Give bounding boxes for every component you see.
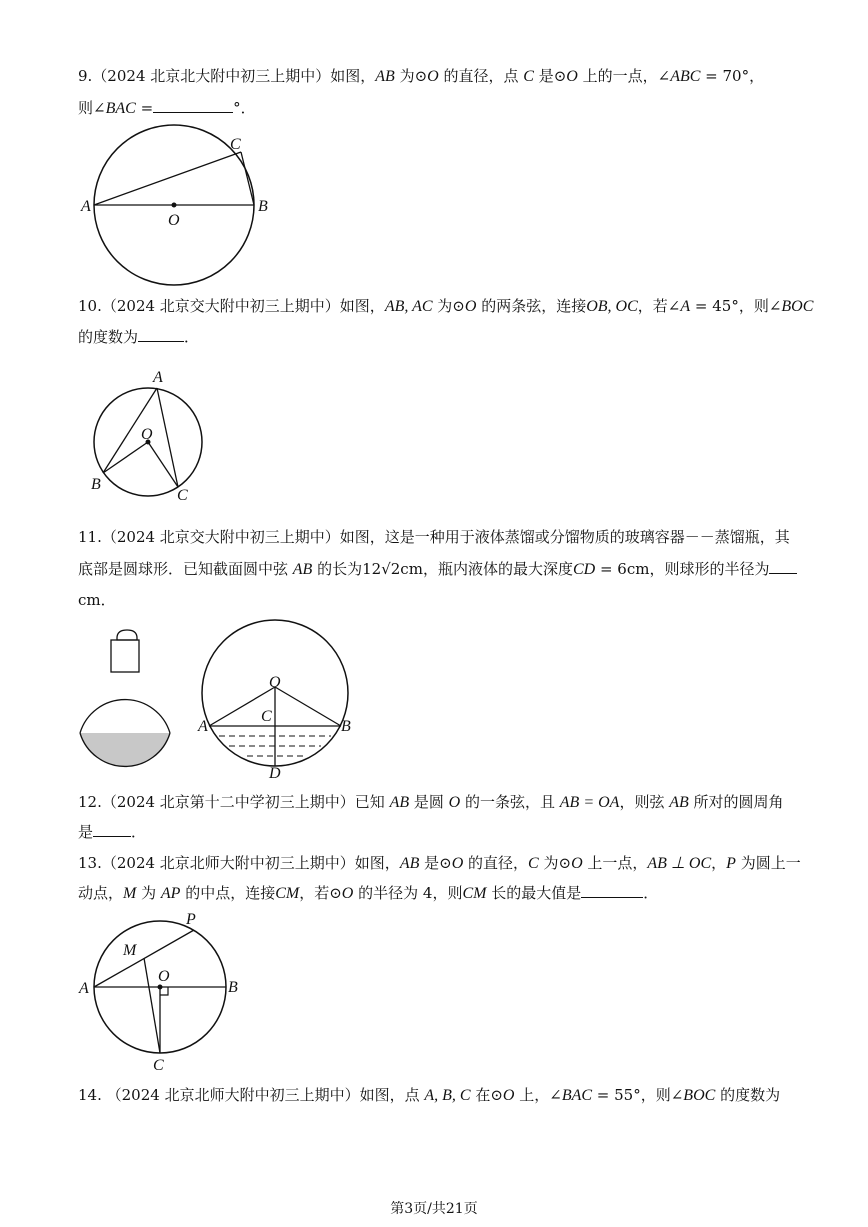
q9-text: = xyxy=(135,99,154,117)
q13-text: ． xyxy=(643,884,659,902)
math: O xyxy=(464,298,477,315)
q13-text: ， xyxy=(711,854,727,872)
q11-text: 11.（2024 北京交大附中初三上期中）如图，这是一种用于液体蒸馏或分馏物质的玻璃容器－－蒸馏瓶，其 xyxy=(78,528,790,546)
math: O xyxy=(341,885,354,902)
q10-text: = 45°，则∠ xyxy=(690,297,782,315)
q14-text: 的度数为 xyxy=(715,1086,781,1104)
q11-cross-section-figure xyxy=(195,615,365,780)
label-a: A xyxy=(198,718,208,735)
math: AB xyxy=(399,855,420,872)
q11-text: cm． xyxy=(78,591,116,609)
q14-text: 上，∠ xyxy=(514,1086,562,1104)
label-a: A xyxy=(81,198,91,215)
answer-blank[interactable] xyxy=(769,559,797,574)
q10-text: 的度数为 xyxy=(78,328,139,346)
label-c: C xyxy=(230,136,241,153)
q11-line2 xyxy=(78,559,797,580)
q13-text: 是⊙ xyxy=(419,854,452,872)
math: AP xyxy=(160,885,181,902)
label-b: B xyxy=(228,979,238,996)
answer-blank[interactable] xyxy=(153,98,233,113)
q10-text: 的两条弦，连接 xyxy=(476,297,587,315)
chord-bc xyxy=(241,152,254,205)
q13-line2 xyxy=(78,883,658,904)
q10-text: 10.（2024 北京交大附中初三上期中）如图， xyxy=(78,297,385,315)
answer-blank[interactable] xyxy=(581,883,643,898)
q13-text: 为⊙ xyxy=(538,854,572,872)
q13-text: 长的最大值是 xyxy=(486,884,582,902)
label-c: C xyxy=(261,708,272,725)
math: OB, OC xyxy=(586,298,638,315)
q13-figure xyxy=(76,908,246,1073)
label-o: O xyxy=(141,426,153,443)
label-c: C xyxy=(177,487,188,504)
center-point xyxy=(172,203,177,208)
q11-flask-figure xyxy=(75,628,185,778)
math: O xyxy=(566,68,578,85)
q13-text: 上一点， xyxy=(582,854,648,872)
q9-line2 xyxy=(78,98,256,119)
math: C xyxy=(523,68,534,85)
q13-text: 的半径为 4，则 xyxy=(353,884,463,902)
math: C xyxy=(528,855,539,872)
label-b: B xyxy=(258,198,268,215)
q9-text: °． xyxy=(233,99,256,117)
flask-neck xyxy=(111,640,139,672)
liquid xyxy=(80,733,170,766)
q9-text: 为⊙ xyxy=(394,67,428,85)
q13-text: 的中点，连接 xyxy=(180,884,276,902)
label-o: O xyxy=(158,968,170,985)
label-b: B xyxy=(91,476,101,493)
q12-text: ，则弦 xyxy=(619,793,670,811)
label-a: A xyxy=(79,980,89,997)
q14-text: 在⊙ xyxy=(470,1086,503,1104)
label-d: D xyxy=(269,765,281,782)
flask-bulb-top xyxy=(80,700,170,733)
math: A, B, C xyxy=(424,1087,471,1104)
math: CM xyxy=(275,885,300,902)
q13-text: 为圆上一 xyxy=(735,854,801,872)
math: 12√2cm xyxy=(362,560,423,578)
q12-text: 所对的圆周角 xyxy=(688,793,784,811)
math: M xyxy=(123,885,137,902)
label-b: B xyxy=(341,718,351,735)
answer-blank[interactable] xyxy=(138,327,184,342)
q13-text: 13.（2024 北京北师大附中初三上期中）如图， xyxy=(78,854,400,872)
segment-ob xyxy=(275,687,341,726)
q12-text: ． xyxy=(131,823,147,841)
math: O xyxy=(451,855,464,872)
q12-text: 是圆 xyxy=(409,793,449,811)
math: BOC xyxy=(781,298,814,315)
q12-text: 12.（2024 北京第十二中学初三上期中）已知 xyxy=(78,793,390,811)
math: O xyxy=(571,855,583,872)
q9-text: 则∠ xyxy=(78,99,106,117)
label-c: C xyxy=(153,1057,164,1074)
math: ABC xyxy=(670,68,701,85)
math: AB = OA xyxy=(559,794,620,811)
label-p: P xyxy=(186,911,196,928)
chord-ac xyxy=(94,152,241,205)
q9-text: 是⊙ xyxy=(533,67,567,85)
q10-figure xyxy=(85,367,215,502)
math: CM xyxy=(462,885,487,902)
q11-line3 xyxy=(78,590,116,610)
q12-text: 的一条弦，且 xyxy=(460,793,560,811)
q9-text: 9.（2024 北京北大附中初三上期中）如图， xyxy=(78,67,376,85)
q10-text: ． xyxy=(184,328,200,346)
q12-text: 是 xyxy=(78,823,94,841)
q10-line2 xyxy=(78,327,199,347)
q13-text: ，若⊙ xyxy=(299,884,342,902)
math: P xyxy=(726,855,736,872)
math: BOC xyxy=(683,1087,716,1104)
math: O xyxy=(448,794,461,811)
label-m: M xyxy=(123,942,137,959)
q14-line1 xyxy=(78,1085,780,1106)
q9-text: = 70°， xyxy=(700,67,765,85)
label-o: O xyxy=(168,212,180,229)
segment-ob xyxy=(103,442,148,473)
math: O xyxy=(502,1087,515,1104)
math: AB xyxy=(669,794,689,811)
math: AB xyxy=(375,68,395,85)
q10-text: ，若∠ xyxy=(637,297,681,315)
center-point xyxy=(158,985,163,990)
q9-line1 xyxy=(78,66,764,87)
math: BAC xyxy=(561,1087,593,1104)
label-a: A xyxy=(153,369,163,386)
q13-text: 为 xyxy=(136,884,161,902)
math: CD xyxy=(572,561,596,578)
q10-text: 为⊙ xyxy=(432,297,465,315)
math: AB xyxy=(389,794,410,811)
math: BAC xyxy=(105,100,136,117)
page-footer: 第3页/共21页 xyxy=(390,1201,478,1217)
q14-text: 14. （2024 北京北师大附中初三上期中）如图，点 xyxy=(78,1086,425,1104)
math: AB ⊥ OC xyxy=(647,855,712,872)
q9-text: 的直径，点 xyxy=(438,67,524,85)
q10-line1 xyxy=(78,296,813,317)
q12-line2 xyxy=(78,822,146,842)
q14-text: = 55°，则∠ xyxy=(592,1086,684,1104)
q13-text: 动点， xyxy=(78,884,124,902)
math: O xyxy=(427,68,439,85)
q11-text: ，瓶内液体的最大深度 xyxy=(422,560,573,578)
q9-text: 上的一点，∠ xyxy=(577,67,671,85)
q9-figure xyxy=(78,125,278,290)
math: AB, AC xyxy=(384,298,433,315)
q11-text: 的长为 xyxy=(312,560,363,578)
math: A xyxy=(680,298,691,315)
label-o: O xyxy=(269,674,281,691)
q11-text: = 6cm，则球形的半径为 xyxy=(595,560,770,578)
answer-blank[interactable] xyxy=(93,822,131,837)
math: AB xyxy=(292,561,313,578)
q11-line1 xyxy=(78,527,790,547)
q11-text: 底部是圆球形．已知截面圆中弦 xyxy=(78,560,293,578)
q13-line1 xyxy=(78,853,801,874)
flask-cap xyxy=(117,630,137,640)
q12-line1 xyxy=(78,792,784,813)
q13-text: 的直径， xyxy=(463,854,529,872)
